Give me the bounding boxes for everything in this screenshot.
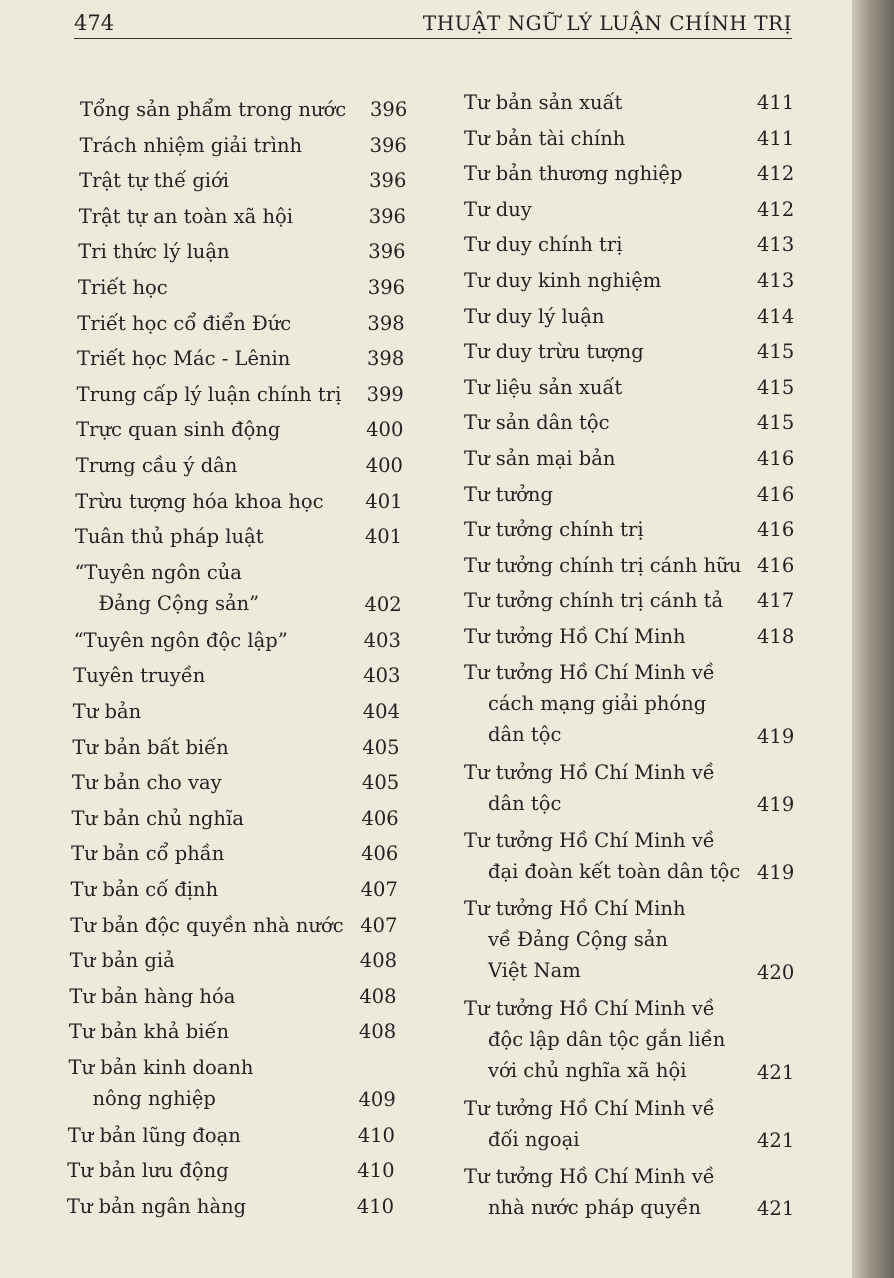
index-entry bbox=[464, 893, 795, 986]
index-page-number: 415 bbox=[757, 411, 795, 435]
index-entry bbox=[464, 514, 795, 545]
index-entry bbox=[77, 308, 405, 339]
index-entry bbox=[68, 1016, 397, 1047]
index-term-line: Tư tưởng Hồ Chí Minh về bbox=[464, 1164, 715, 1188]
index-page-number: 396 bbox=[370, 98, 408, 121]
index-page-number: 401 bbox=[365, 489, 403, 513]
index-page-number: 396 bbox=[369, 133, 407, 157]
index-page-number: 403 bbox=[363, 664, 401, 688]
index-entry bbox=[79, 165, 407, 196]
index-term-line: “Tuyên ngôn của bbox=[74, 560, 242, 584]
index-term-line: Tư bản giả bbox=[69, 949, 175, 973]
index-entry bbox=[66, 1191, 395, 1222]
index-page-number: 405 bbox=[361, 771, 400, 795]
index-page-number: 396 bbox=[367, 276, 406, 299]
index-term-line: Tư bản sản xuất bbox=[464, 91, 623, 114]
index-term-line: Tư bản độc quyền nhà nước bbox=[70, 913, 344, 937]
index-term-line: về Đảng Cộng sản bbox=[488, 927, 668, 951]
index-term-line: dân tộc bbox=[488, 722, 562, 746]
index-entry bbox=[67, 1155, 395, 1186]
index-term-line: Tư bản cố định bbox=[70, 877, 219, 901]
index-entry bbox=[75, 486, 403, 517]
index-page-number: 418 bbox=[757, 625, 795, 648]
index-term-line: Tuân thủ pháp luật bbox=[74, 525, 264, 549]
index-term-line: Trách nhiệm giải trình bbox=[79, 133, 303, 157]
index-page-number: 415 bbox=[757, 340, 795, 364]
index-entry bbox=[464, 229, 795, 260]
index-entry bbox=[464, 158, 795, 189]
index-page-number: 412 bbox=[757, 162, 795, 186]
index-page-number: 411 bbox=[757, 126, 795, 150]
index-page-number: 409 bbox=[358, 1088, 396, 1112]
index-page-number: 408 bbox=[359, 984, 397, 1008]
index-entry bbox=[76, 414, 404, 445]
index-entry bbox=[77, 272, 406, 303]
index-entry bbox=[464, 757, 795, 819]
index-entry bbox=[464, 825, 795, 887]
index-page-number: 420 bbox=[757, 961, 795, 985]
index-page-number: 417 bbox=[757, 589, 795, 613]
index-entry bbox=[464, 585, 795, 616]
index-entry bbox=[464, 194, 795, 225]
index-entry bbox=[464, 1161, 795, 1223]
index-entry bbox=[76, 379, 404, 410]
index-term-line: Tư tưởng Hồ Chí Minh về bbox=[464, 996, 715, 1020]
index-page-number: 421 bbox=[757, 1129, 795, 1153]
index-page-number: 408 bbox=[359, 949, 398, 973]
index-page-number: 410 bbox=[356, 1195, 395, 1218]
index-entry bbox=[79, 130, 407, 161]
index-page-number: 408 bbox=[358, 1020, 397, 1044]
index-entry bbox=[72, 696, 400, 727]
index-page-number: 416 bbox=[757, 518, 795, 542]
index-term-line: Tổng sản phẩm trong nước bbox=[80, 98, 347, 121]
index-page-number: 413 bbox=[757, 269, 795, 292]
index-term-line: Đảng Cộng sản” bbox=[98, 591, 260, 615]
index-entry bbox=[78, 201, 406, 232]
index-term-line: Tư duy chính trị bbox=[464, 233, 623, 257]
index-entry bbox=[71, 838, 399, 869]
index-page-number: 412 bbox=[757, 197, 795, 221]
index-term-line: Triết học bbox=[77, 276, 168, 299]
index-term-line: Tư bản hàng hóa bbox=[69, 984, 236, 1008]
index-term-line: Trật tự an toàn xã hội bbox=[78, 204, 293, 228]
index-page-number: 396 bbox=[368, 204, 406, 228]
index-page-number: 396 bbox=[368, 240, 406, 264]
index-term-line: Tư bản lũng đoạn bbox=[67, 1123, 241, 1147]
index-entry bbox=[464, 993, 795, 1086]
index-term-line: Tư tưởng Hồ Chí Minh về bbox=[464, 1097, 715, 1120]
index-entry bbox=[75, 450, 403, 481]
index-term-line: Triết học cổ điển Đức bbox=[77, 311, 292, 335]
index-term-line: Tư sản mại bản bbox=[464, 447, 616, 470]
index-page-number: 400 bbox=[366, 418, 404, 442]
index-page-number: 415 bbox=[757, 375, 795, 399]
index-page-number: 419 bbox=[757, 793, 795, 817]
index-entry bbox=[464, 621, 795, 652]
index-term-line: cách mạng giải phóng bbox=[488, 691, 707, 715]
index-entry bbox=[464, 301, 795, 332]
index-term-line: đối ngoại bbox=[488, 1128, 580, 1151]
index-page-number: 416 bbox=[757, 447, 795, 470]
index-term-line: Tư bản ngân hàng bbox=[66, 1195, 247, 1218]
index-page-number: 399 bbox=[366, 382, 404, 406]
index-entry bbox=[464, 265, 795, 296]
index-term-line: “Tuyên ngôn độc lập” bbox=[73, 628, 288, 652]
index-entry bbox=[70, 910, 398, 941]
index-entry bbox=[74, 557, 402, 619]
index-entry bbox=[73, 625, 401, 656]
index-entry bbox=[464, 87, 795, 118]
index-entry bbox=[464, 479, 795, 510]
index-term-line: Trừu tượng hóa khoa học bbox=[75, 489, 324, 513]
running-title: THUẬT NGỮ LÝ LUẬN CHÍNH TRỊ bbox=[422, 11, 792, 35]
index-term-line: Tuyên truyền bbox=[73, 664, 206, 688]
index-entry bbox=[78, 236, 406, 267]
index-term-line: Tri thức lý luận bbox=[78, 240, 230, 264]
index-term-line: Tư bản thương nghiệp bbox=[464, 162, 683, 186]
page-header bbox=[74, 8, 792, 39]
index-term-line: Tư duy bbox=[464, 197, 532, 221]
index-page-number: 404 bbox=[362, 699, 400, 723]
index-entry bbox=[74, 521, 403, 552]
index-entry bbox=[464, 407, 795, 438]
index-entry bbox=[72, 732, 400, 763]
index-term-line: Trưng cầu ý dân bbox=[75, 454, 238, 477]
index-term-line: Trung cấp lý luận chính trị bbox=[76, 382, 342, 406]
index-entry bbox=[73, 660, 401, 691]
index-page-number: 406 bbox=[361, 806, 399, 830]
index-term-line: dân tộc bbox=[488, 791, 562, 815]
index-term-line: đại đoàn kết toàn dân tộc bbox=[488, 859, 741, 883]
index-entry bbox=[68, 1052, 396, 1114]
index-page-number: 411 bbox=[757, 91, 795, 114]
index-entry bbox=[70, 874, 398, 905]
index-page-number: 402 bbox=[364, 593, 402, 617]
index-term-line: Tư bản kinh doanh bbox=[68, 1055, 254, 1079]
index-term-line: với chủ nghĩa xã hội bbox=[488, 1058, 687, 1082]
index-term-line: Việt Nam bbox=[488, 958, 581, 982]
index-term-line: nhà nước pháp quyền bbox=[488, 1195, 701, 1219]
index-term-line: Tư tưởng Hồ Chí Minh bbox=[464, 625, 686, 648]
index-term-line: Tư bản chủ nghĩa bbox=[71, 806, 244, 830]
index-entry bbox=[464, 1093, 795, 1155]
index-term-line: Tư tưởng Hồ Chí Minh về bbox=[464, 828, 715, 852]
index-term-line: độc lập dân tộc gắn liền bbox=[488, 1027, 726, 1051]
index-entry bbox=[80, 94, 408, 125]
index-page-number: 410 bbox=[357, 1159, 395, 1183]
index-page-number: 401 bbox=[364, 525, 403, 549]
index-term-line: Tư duy trừu tượng bbox=[464, 340, 644, 364]
index-entry bbox=[71, 767, 400, 798]
index-term-line: Trực quan sinh động bbox=[76, 418, 281, 442]
index-page-number: 421 bbox=[757, 1061, 795, 1085]
index-term-line: Tư tưởng bbox=[464, 482, 553, 506]
page-number: 474 bbox=[74, 11, 115, 35]
index-page-number: 398 bbox=[367, 347, 405, 371]
index-entry bbox=[464, 123, 795, 154]
index-term-line: Trật tự thế giới bbox=[79, 169, 230, 193]
index-entry bbox=[67, 1120, 395, 1151]
index-page-number: 403 bbox=[363, 628, 401, 652]
index-entry bbox=[69, 981, 397, 1012]
index-entry bbox=[71, 803, 399, 834]
index-entry bbox=[464, 372, 795, 403]
index-term-line: Tư bản khả biến bbox=[68, 1020, 230, 1044]
index-term-line: Triết học Mác - Lênin bbox=[77, 347, 291, 371]
index-term-line: nông nghiệp bbox=[92, 1086, 216, 1110]
index-term-line: Tư tưởng chính trị bbox=[464, 518, 644, 542]
index-page-number: 407 bbox=[360, 877, 398, 901]
index-entry bbox=[77, 343, 405, 374]
index-page-number: 406 bbox=[361, 842, 399, 866]
index-page-number: 421 bbox=[757, 1197, 795, 1221]
index-term-line: Tư duy kinh nghiệm bbox=[464, 269, 662, 292]
index-entry bbox=[69, 945, 398, 976]
index-page-number: 416 bbox=[757, 482, 795, 506]
index-page-number: 419 bbox=[757, 725, 795, 749]
book-gutter bbox=[852, 0, 894, 1278]
index-term-line: Tư bản tài chính bbox=[464, 126, 626, 150]
index-term-line: Tư sản dân tộc bbox=[464, 411, 610, 435]
index-term-line: Tư liệu sản xuất bbox=[464, 375, 623, 399]
index-entry bbox=[464, 336, 795, 367]
index-term-line: Tư bản lưu động bbox=[67, 1159, 229, 1183]
index-page-number: 410 bbox=[357, 1123, 395, 1147]
index-term-line: Tư tưởng Hồ Chí Minh về bbox=[464, 760, 715, 784]
index-page-number: 414 bbox=[757, 304, 795, 328]
index-entry bbox=[464, 657, 795, 750]
index-term-line: Tư bản cổ phần bbox=[71, 842, 225, 866]
index-page-number: 398 bbox=[367, 311, 405, 335]
index-page-number: 396 bbox=[369, 169, 407, 193]
index-page-number: 413 bbox=[757, 233, 795, 257]
index-page-number: 405 bbox=[362, 735, 400, 759]
index-page-number: 416 bbox=[757, 553, 795, 577]
index-page-number: 419 bbox=[757, 860, 795, 884]
index-entry bbox=[464, 550, 795, 581]
index-term-line: Tư bản bbox=[72, 699, 142, 723]
index-term-line: Tư tưởng Hồ Chí Minh về bbox=[464, 660, 715, 684]
index-term-line: Tư tưởng Hồ Chí Minh bbox=[464, 896, 686, 920]
index-page-number: 400 bbox=[365, 454, 403, 477]
index-page-number: 407 bbox=[360, 913, 398, 937]
index-term-line: Tư duy lý luận bbox=[464, 304, 605, 328]
index-term-line: Tư tưởng chính trị cánh tả bbox=[464, 589, 724, 613]
index-term-line: Tư tưởng chính trị cánh hữu bbox=[464, 553, 742, 577]
index-entry bbox=[464, 443, 795, 474]
index-term-line: Tư bản cho vay bbox=[71, 771, 222, 795]
index-term-line: Tư bản bất biến bbox=[72, 735, 229, 759]
